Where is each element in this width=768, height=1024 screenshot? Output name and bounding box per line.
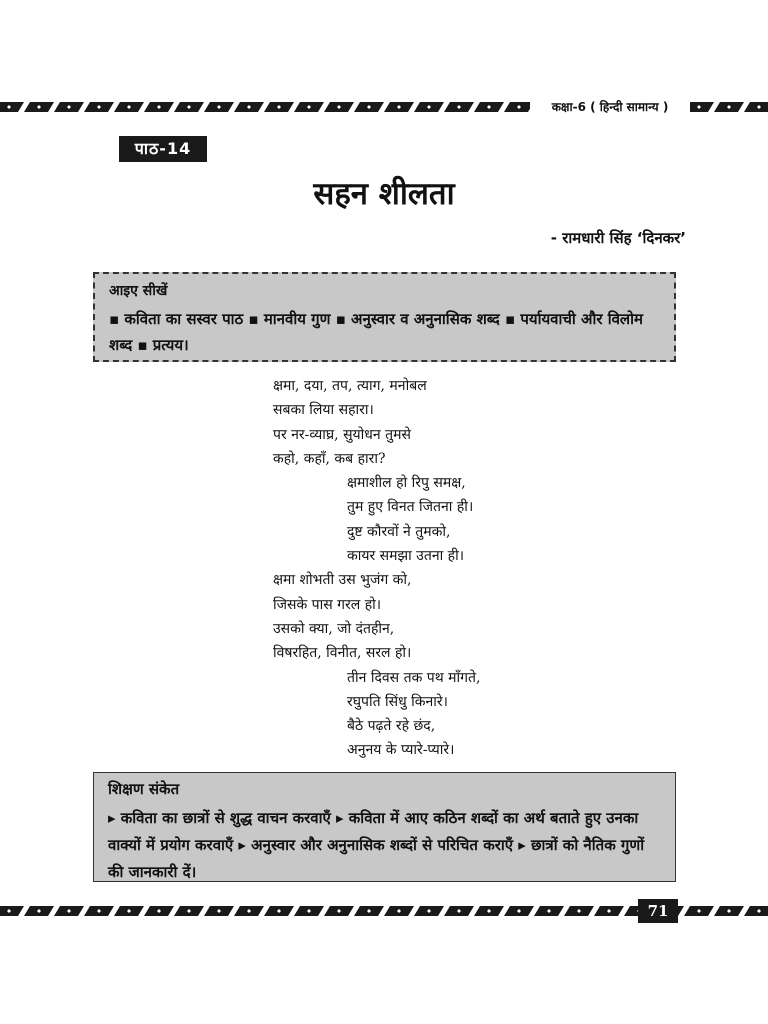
poem-line: तीन दिवस तक पथ माँगते, xyxy=(347,669,481,686)
poem-line: उसको क्या, जो दंतहीन, xyxy=(273,620,395,637)
teaching-hints-box xyxy=(93,772,676,882)
class-label: कक्षा-6 ( हिन्दी सामान्य ) xyxy=(530,98,690,116)
poem xyxy=(273,374,673,763)
poem-line: रघुपति सिंधु किनारे। xyxy=(347,693,448,710)
learn-box xyxy=(93,272,676,362)
poem-line: दुष्ट कौरवों ने तुमको, xyxy=(347,523,451,540)
teaching-hints-body: ▸ कविता का छात्रों से शुद्ध वाचन करवाएँ ▸ कविता में आए कठिन शब्दों का अर्थ बताते हुए उनका वाक्यों में प्रयोग करवाएँ ▸ अनुस्वार और अनुनासिक शब्दों से परिचित कराएँ ▸ छात्रों को नैतिक गुणों की जानकारी दें। xyxy=(108,809,645,881)
poem-line: क्षमा शोभती उस भुजंग को, xyxy=(273,572,412,589)
poem-line: जिसके पास गरल हो। xyxy=(273,596,382,613)
author: - रामधारी सिंह ‘दिनकर’ xyxy=(550,229,686,247)
poem-line: विषरहित, विनीत, सरल हो। xyxy=(273,645,412,662)
page-number: 71 xyxy=(638,899,678,923)
poem-line: क्षमाशील हो रिपु समक्ष, xyxy=(347,475,466,492)
poem-line: कहो, कहाँ, कब हारा? xyxy=(273,450,386,467)
page-title: सहन शीलता xyxy=(313,176,455,212)
poem-line: बैठे पढ़ते रहे छंद, xyxy=(347,718,436,735)
learn-box-title: आइए सीखें xyxy=(109,283,168,299)
poem-line: क्षमा, दया, तप, त्याग, मनोबल xyxy=(273,378,427,394)
poem-line: कायर समझा उतना ही। xyxy=(347,548,465,565)
lesson-badge: पाठ-14 xyxy=(119,136,207,162)
poem-line: सबका लिया सहारा। xyxy=(273,402,374,419)
poem-line: तुम हुए विनत जितना ही। xyxy=(347,499,474,516)
poem-line: पर नर-व्याघ्र, सुयोधन तुमसे xyxy=(273,426,411,443)
poem-line: अनुनय के प्यारे-प्यारे। xyxy=(347,742,455,759)
learn-box-body: ▪ कविता का सस्वर पाठ ▪ मानवीय गुण ▪ अनुस्वार व अनुनासिक शब्द ▪ पर्यायवाची और विलोम शब्द ▪ प्रत्यय। xyxy=(109,310,643,354)
teaching-hints-title: शिक्षण संकेत xyxy=(108,780,180,798)
